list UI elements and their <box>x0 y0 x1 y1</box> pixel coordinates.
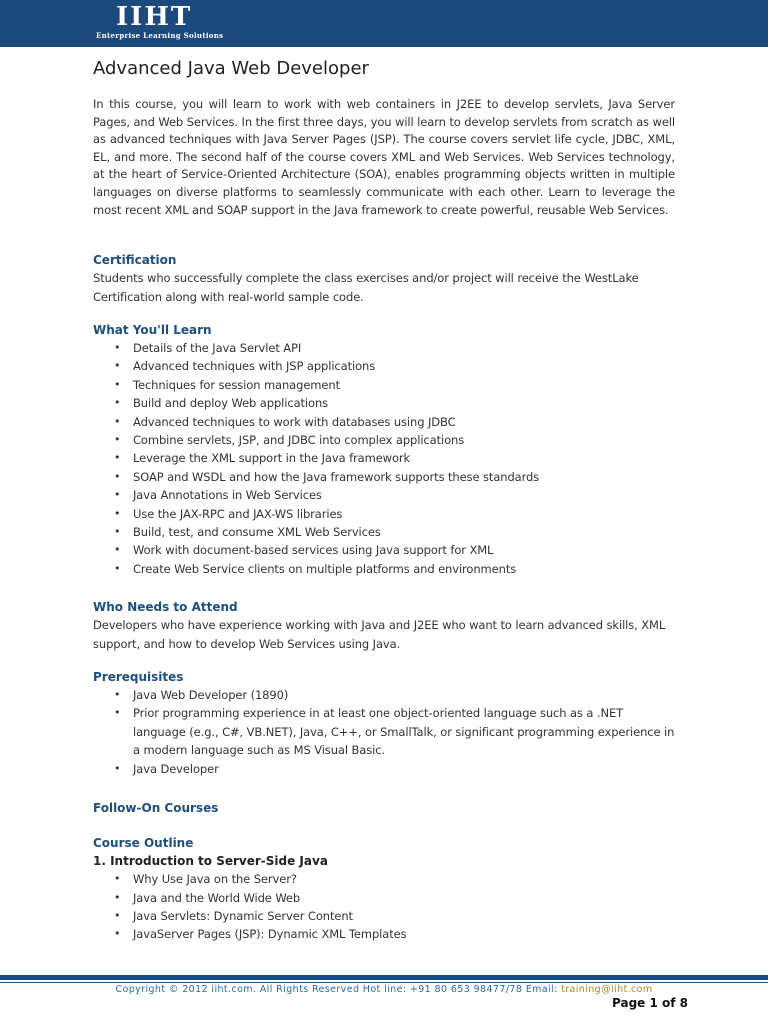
list-item: • Advanced techniques with JSP applications <box>114 359 376 374</box>
list-item: • Create Web Service clients on multiple platforms and environments <box>114 561 517 576</box>
list-item: • Build, test, and consume XML Web Services <box>114 525 381 540</box>
follow-on-heading: Follow-On Courses <box>93 801 219 816</box>
list-item: • Java Servlets: Dynamic Server Content <box>114 908 353 923</box>
learn-heading: What You'll Learn <box>93 322 212 337</box>
learn-list <box>93 339 675 578</box>
list-item: • Java and the World Wide Web <box>114 890 301 905</box>
list-item: • SOAP and WSDL and how the Java framework supports these standards <box>114 469 540 484</box>
document-body <box>93 58 675 944</box>
page-title: Advanced Java Web Developer <box>93 58 369 79</box>
header-bar <box>0 0 768 47</box>
list-item: • Techniques for session management <box>114 377 340 392</box>
logo-tagline: Enterprise Learning Solutions <box>96 31 224 40</box>
certification-heading: Certification <box>93 253 177 268</box>
prerequisites-list <box>93 686 675 778</box>
list-item: • Leverage the XML support in the Java framework <box>114 451 411 466</box>
list-item: • Java Annotations in Web Services <box>114 488 322 503</box>
list-item: • Combine servlets, JSP, and JDBC into complex applications <box>114 433 465 447</box>
course-outline-heading: Course Outline <box>93 836 194 851</box>
attend-text: Developers who have experience working with Java and J2EE who want to learn advanced skills, XML support, and how to develop Web Services using Java. <box>93 618 666 651</box>
certification-text: Students who successfully complete the class exercises and/or project will receive the WestLake Certification along with real-world sample code. <box>93 271 639 304</box>
list-item: • Advanced techniques to work with databases using JDBC <box>114 414 456 429</box>
list-item: • Build and deploy Web applications <box>114 396 329 411</box>
intro-paragraph: In this course, you will learn to work with web containers in J2EE to develop servlets, Java Server Pages, and Web Services. In the first three days, you will learn to develop servlets from scratch as well as advanced techniques with Java Server Pages (JSP). The course covers servlet life cycle, JDBC, XML, EL, and more. The second half of the course covers XML and Web Services. Web Services technology, at the heart of Service-Oriented Architecture (SOA), enables programming objects written in multiple languages on diverse platforms to seamlessly communicate with each other. Learn to leverage the most recent XML and SOAP support in the Java framework to create powerful, reusable Web Services. <box>93 97 675 217</box>
attend-heading: Who Needs to Attend <box>93 600 238 615</box>
list-item: • Why Use Java on the Server? <box>114 872 297 887</box>
list-item: • JavaServer Pages (JSP): Dynamic XML Templates <box>114 927 407 942</box>
footer-email-link[interactable]: training@iiht.com <box>561 984 653 995</box>
list-item: • Details of the Java Servlet API <box>114 340 302 355</box>
list-item: • Prior programming experience in at least one object-oriented language such as a .NET language (e.g., C#, VB.NET), Java, C++, or SmallTalk, or significant programming experience in a modern language such as MS Visual Basic. <box>114 706 675 758</box>
logo-main-text: IIHT <box>116 2 193 32</box>
footer-rule <box>0 975 768 980</box>
list-item: • Java Developer <box>114 761 219 776</box>
list-item: • Java Web Developer (1890) <box>114 688 289 703</box>
page-number: Page 1 of 8 <box>612 996 688 1010</box>
list-item: • Work with document-based services using Java support for XML <box>114 543 494 558</box>
iiht-logo <box>96 3 236 45</box>
footer-copyright-text: Copyright © 2012 iiht.com. All Rights Reserved Hot line: +91 80 653 98477/78 Email: <box>115 984 558 995</box>
outline-section-list <box>93 870 675 944</box>
list-item: • Use the JAX-RPC and JAX-WS libraries <box>114 506 343 521</box>
footer-rule-thin <box>0 982 768 983</box>
outline-section-title: 1. Introduction to Server-Side Java <box>93 854 328 869</box>
prerequisites-heading: Prerequisites <box>93 670 184 685</box>
